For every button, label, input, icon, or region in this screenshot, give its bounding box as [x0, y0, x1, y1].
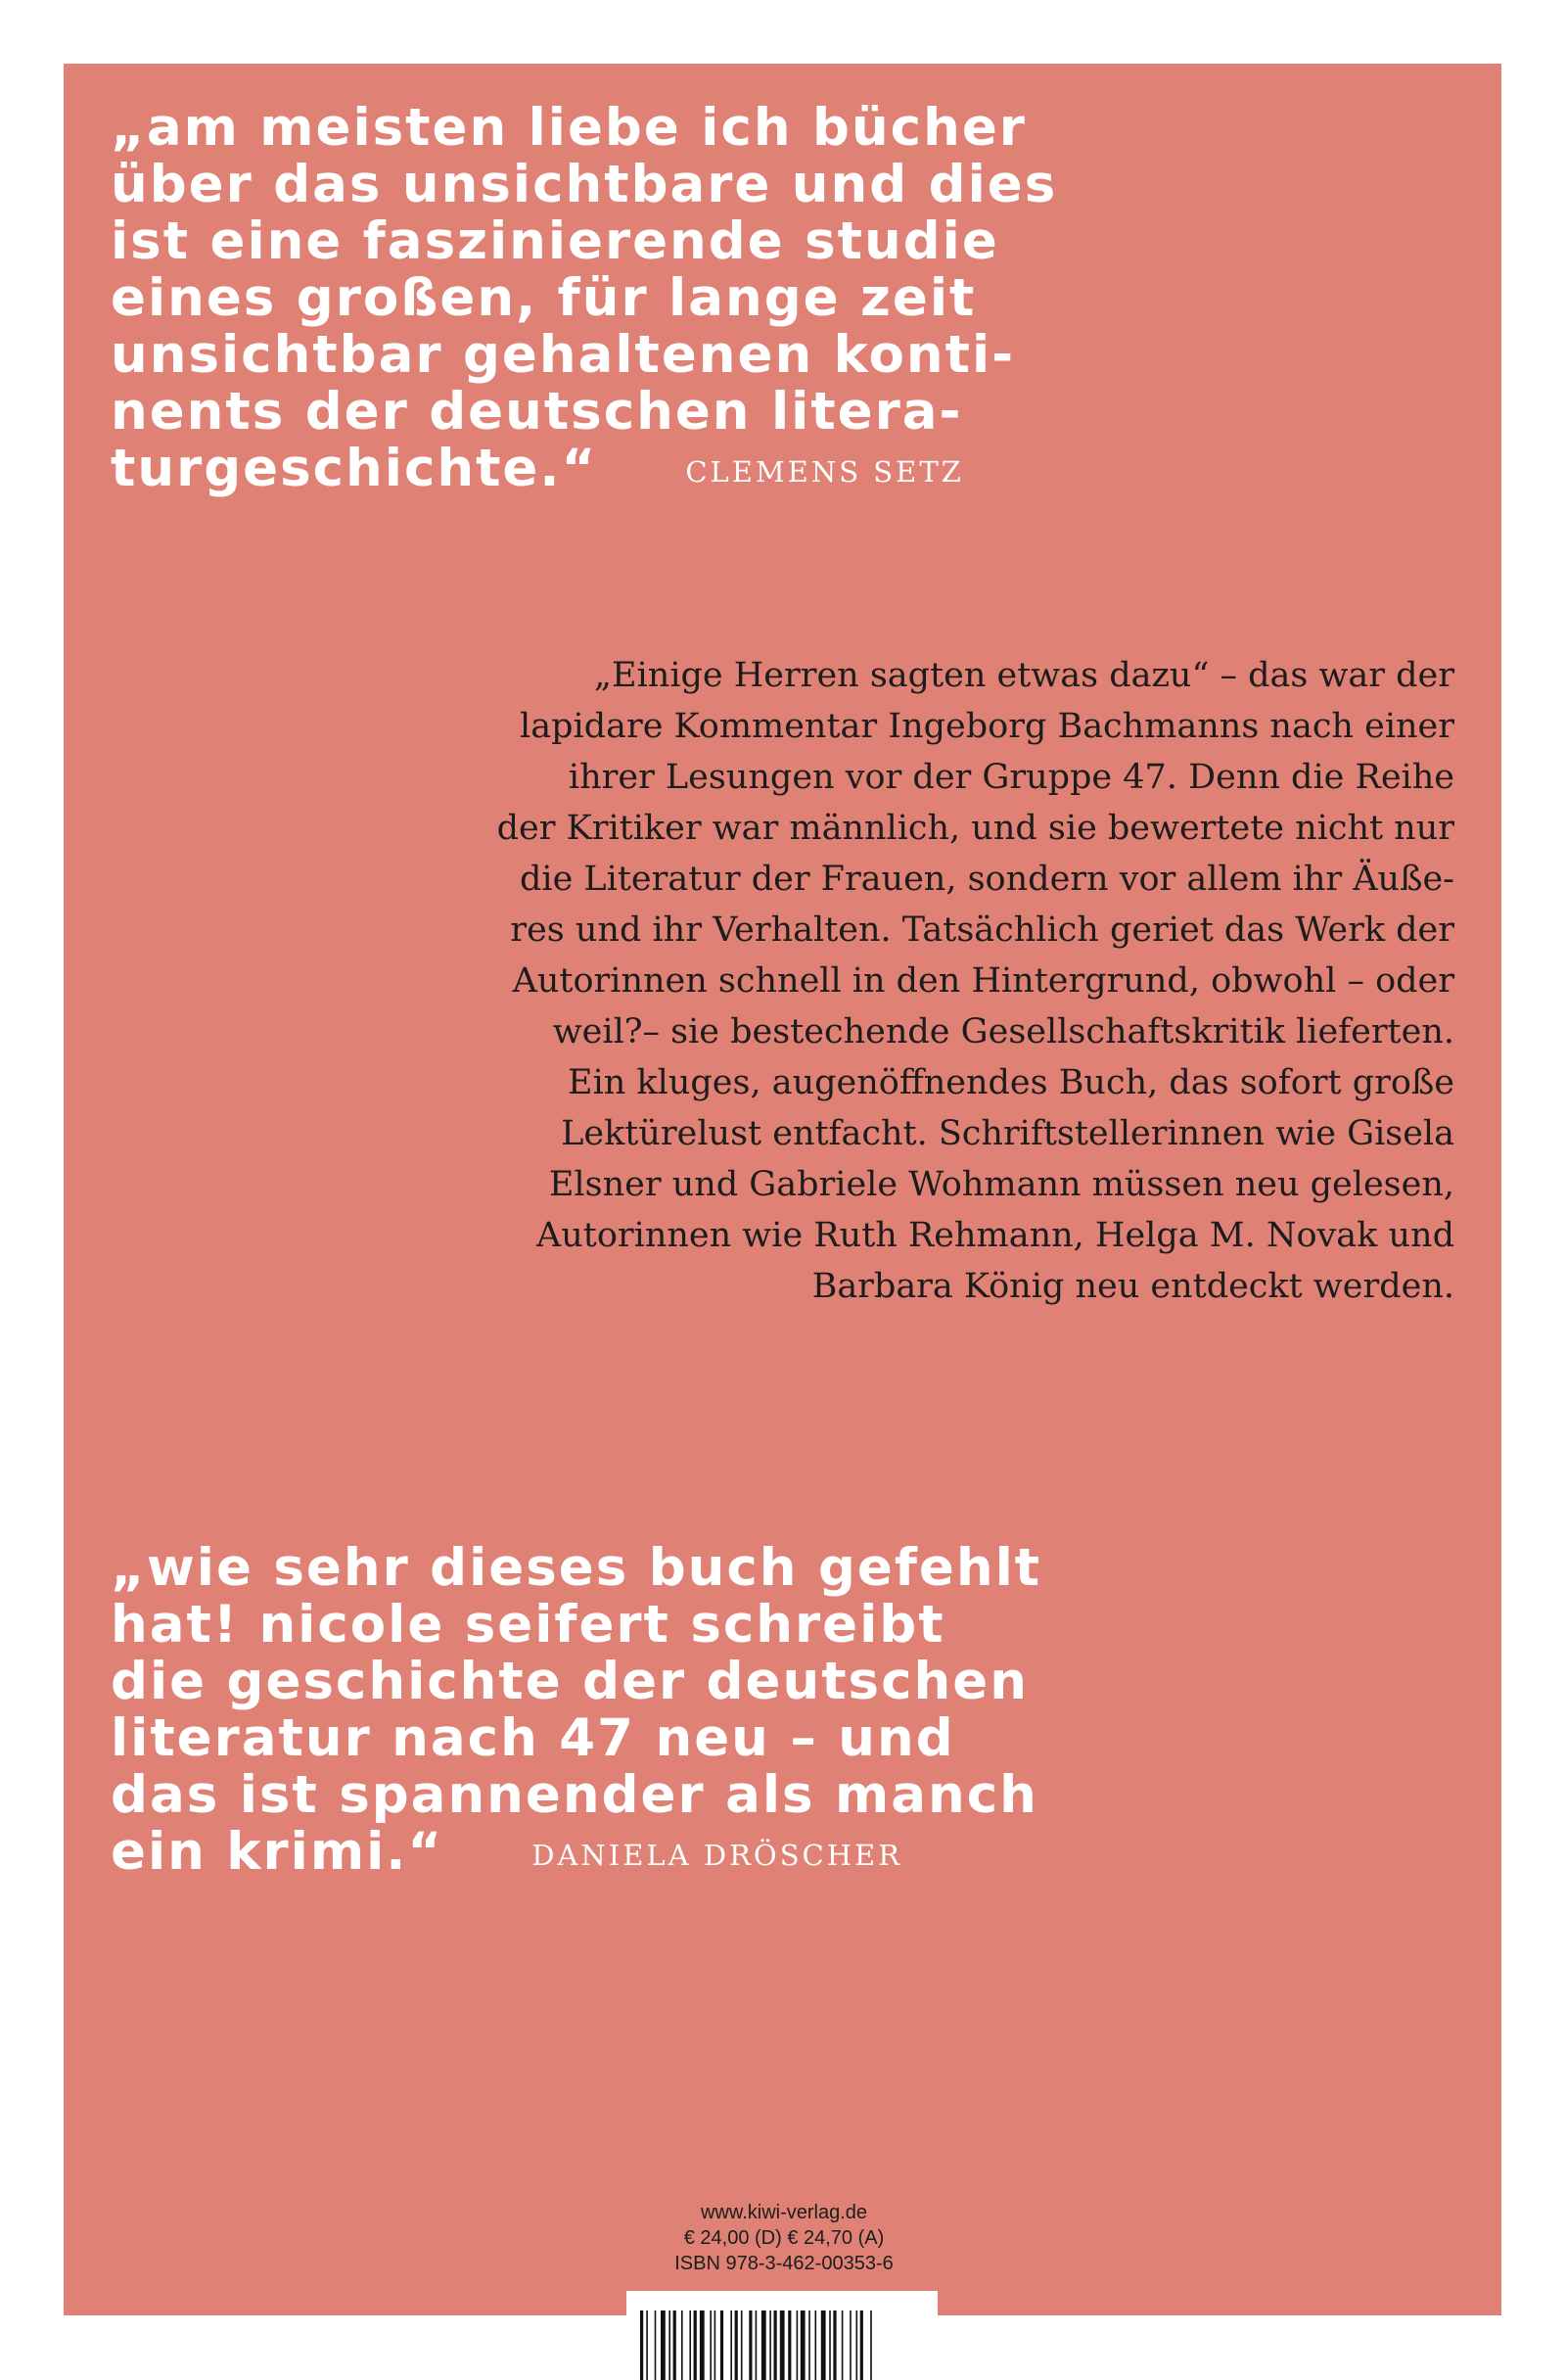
barcode-bar: [749, 2310, 752, 2380]
quote-line: turgeschichte.“: [111, 439, 598, 498]
blurb-line: ihrer Lesungen vor der Gruppe 47. Denn die Reihe: [568, 758, 1454, 797]
barcode-bar: [833, 2310, 836, 2380]
quote-line: über das unsichtbare und dies: [111, 155, 1058, 214]
barcode-bar: [714, 2310, 716, 2380]
blurb-line: Autorinnen schnell in den Hintergrund, obwohl – oder: [512, 961, 1454, 1001]
barcode-bar: [730, 2310, 732, 2380]
quote-daniela-droescher: [111, 1540, 1236, 1884]
barcode-bar: [720, 2310, 723, 2380]
barcode-bar: [774, 2310, 777, 2380]
quote-line: hat! nicole seifert schreibt: [111, 1595, 945, 1655]
blurb-line: Elsner und Gabriele Wohmann müssen neu gelesen,: [548, 1165, 1454, 1204]
barcode-bar: [735, 2310, 738, 2380]
quote-line: ein krimi.“: [111, 1822, 444, 1882]
barcode-bar: [673, 2310, 676, 2380]
barcode-bar: [761, 2310, 766, 2380]
quote-line: unsichtbar gehaltenen konti-: [111, 325, 1016, 385]
blurb-line: Barbara König neu entdeckt werden.: [811, 1267, 1454, 1306]
barcode-bar: [801, 2310, 806, 2380]
barcode-bar: [797, 2310, 799, 2380]
quote-clemens-setz: [111, 100, 1187, 500]
barcode-bar: [808, 2310, 810, 2380]
barcode-bar: [694, 2310, 697, 2380]
barcode-bar: [681, 2310, 683, 2380]
blurb-text: [294, 650, 1454, 1312]
quote-line-last: [111, 1824, 1236, 1884]
barcode: [626, 2291, 938, 2380]
quote-line: die geschichte der deutschen: [111, 1652, 1029, 1711]
barcode-bar: [756, 2310, 758, 2380]
barcode-bar: [788, 2310, 791, 2380]
quote-line-last: [111, 441, 1187, 500]
quote-line: nents der deutschen litera-: [111, 382, 963, 442]
barcode-bar: [655, 2310, 657, 2380]
quote-author: CLEMENS SETZ: [685, 455, 964, 489]
barcode-bar: [842, 2310, 844, 2380]
price-label: € 24,00 (D) € 24,70 (A): [683, 2227, 885, 2249]
quote-line: literatur nach 47 neu – und: [111, 1708, 955, 1768]
barcode-bar: [780, 2310, 785, 2380]
quote-line: eines großen, für lange zeit: [111, 268, 977, 328]
barcode-bar: [700, 2310, 705, 2380]
barcode-bar: [856, 2310, 858, 2380]
quote-line: das ist spannender als manch: [111, 1765, 1038, 1825]
quote-author: DANIELA DRÖSCHER: [531, 1839, 903, 1872]
blurb-line: Autorinnen wie Ruth Rehmann, Helga M. Novak und: [535, 1216, 1454, 1255]
barcode-bar: [640, 2310, 643, 2380]
blurb-line: weil?– sie bestechende Gesellschaftskritik lieferten.: [552, 1012, 1454, 1051]
barcode-bar: [710, 2310, 712, 2380]
blurb-line: die Literatur der Frauen, sondern vor allem ihr Äuße-: [519, 860, 1454, 899]
quote-line: „wie sehr dieses buch gefehlt: [111, 1538, 1042, 1598]
quote-line: ist eine faszinierende studie: [111, 211, 999, 271]
isbn-label: ISBN 978-3-462-00353-6: [674, 2253, 894, 2274]
blurb-line: der Kritiker war männlich, und sie bewertete nicht nur: [496, 809, 1454, 848]
barcode-bar: [646, 2310, 648, 2380]
barcode-bar: [850, 2310, 852, 2380]
barcode-bar: [769, 2310, 771, 2380]
blurb-line: „Einige Herren sagten etwas dazu“ – das war der: [593, 656, 1454, 695]
barcode-bar: [829, 2310, 831, 2380]
publisher-website: www.kiwi-verlag.de: [700, 2202, 868, 2223]
blurb-line: Lektürelust entfacht. Schriftstellerinnen wie Gisela: [561, 1114, 1454, 1153]
blurb-line: lapidare Kommentar Ingeborg Bachmanns nach einer: [520, 707, 1454, 746]
barcode-bar: [815, 2310, 817, 2380]
imprint-block: [637, 2200, 931, 2276]
blurb-line: Ein kluges, augenöffnendes Buch, das sofort große: [568, 1063, 1454, 1102]
barcode-bar: [821, 2310, 826, 2380]
barcode-bar: [741, 2310, 743, 2380]
quote-line: „am meisten liebe ich bücher: [111, 98, 1027, 158]
barcode-bar: [689, 2310, 691, 2380]
barcode-bar: [668, 2310, 670, 2380]
barcode-bar: [870, 2310, 872, 2380]
barcode-bar: [661, 2310, 666, 2380]
blurb-line: res und ihr Verhalten. Tatsächlich geriet das Werk der: [510, 910, 1454, 950]
barcode-icon: [640, 2310, 924, 2380]
barcode-bar: [860, 2310, 863, 2380]
